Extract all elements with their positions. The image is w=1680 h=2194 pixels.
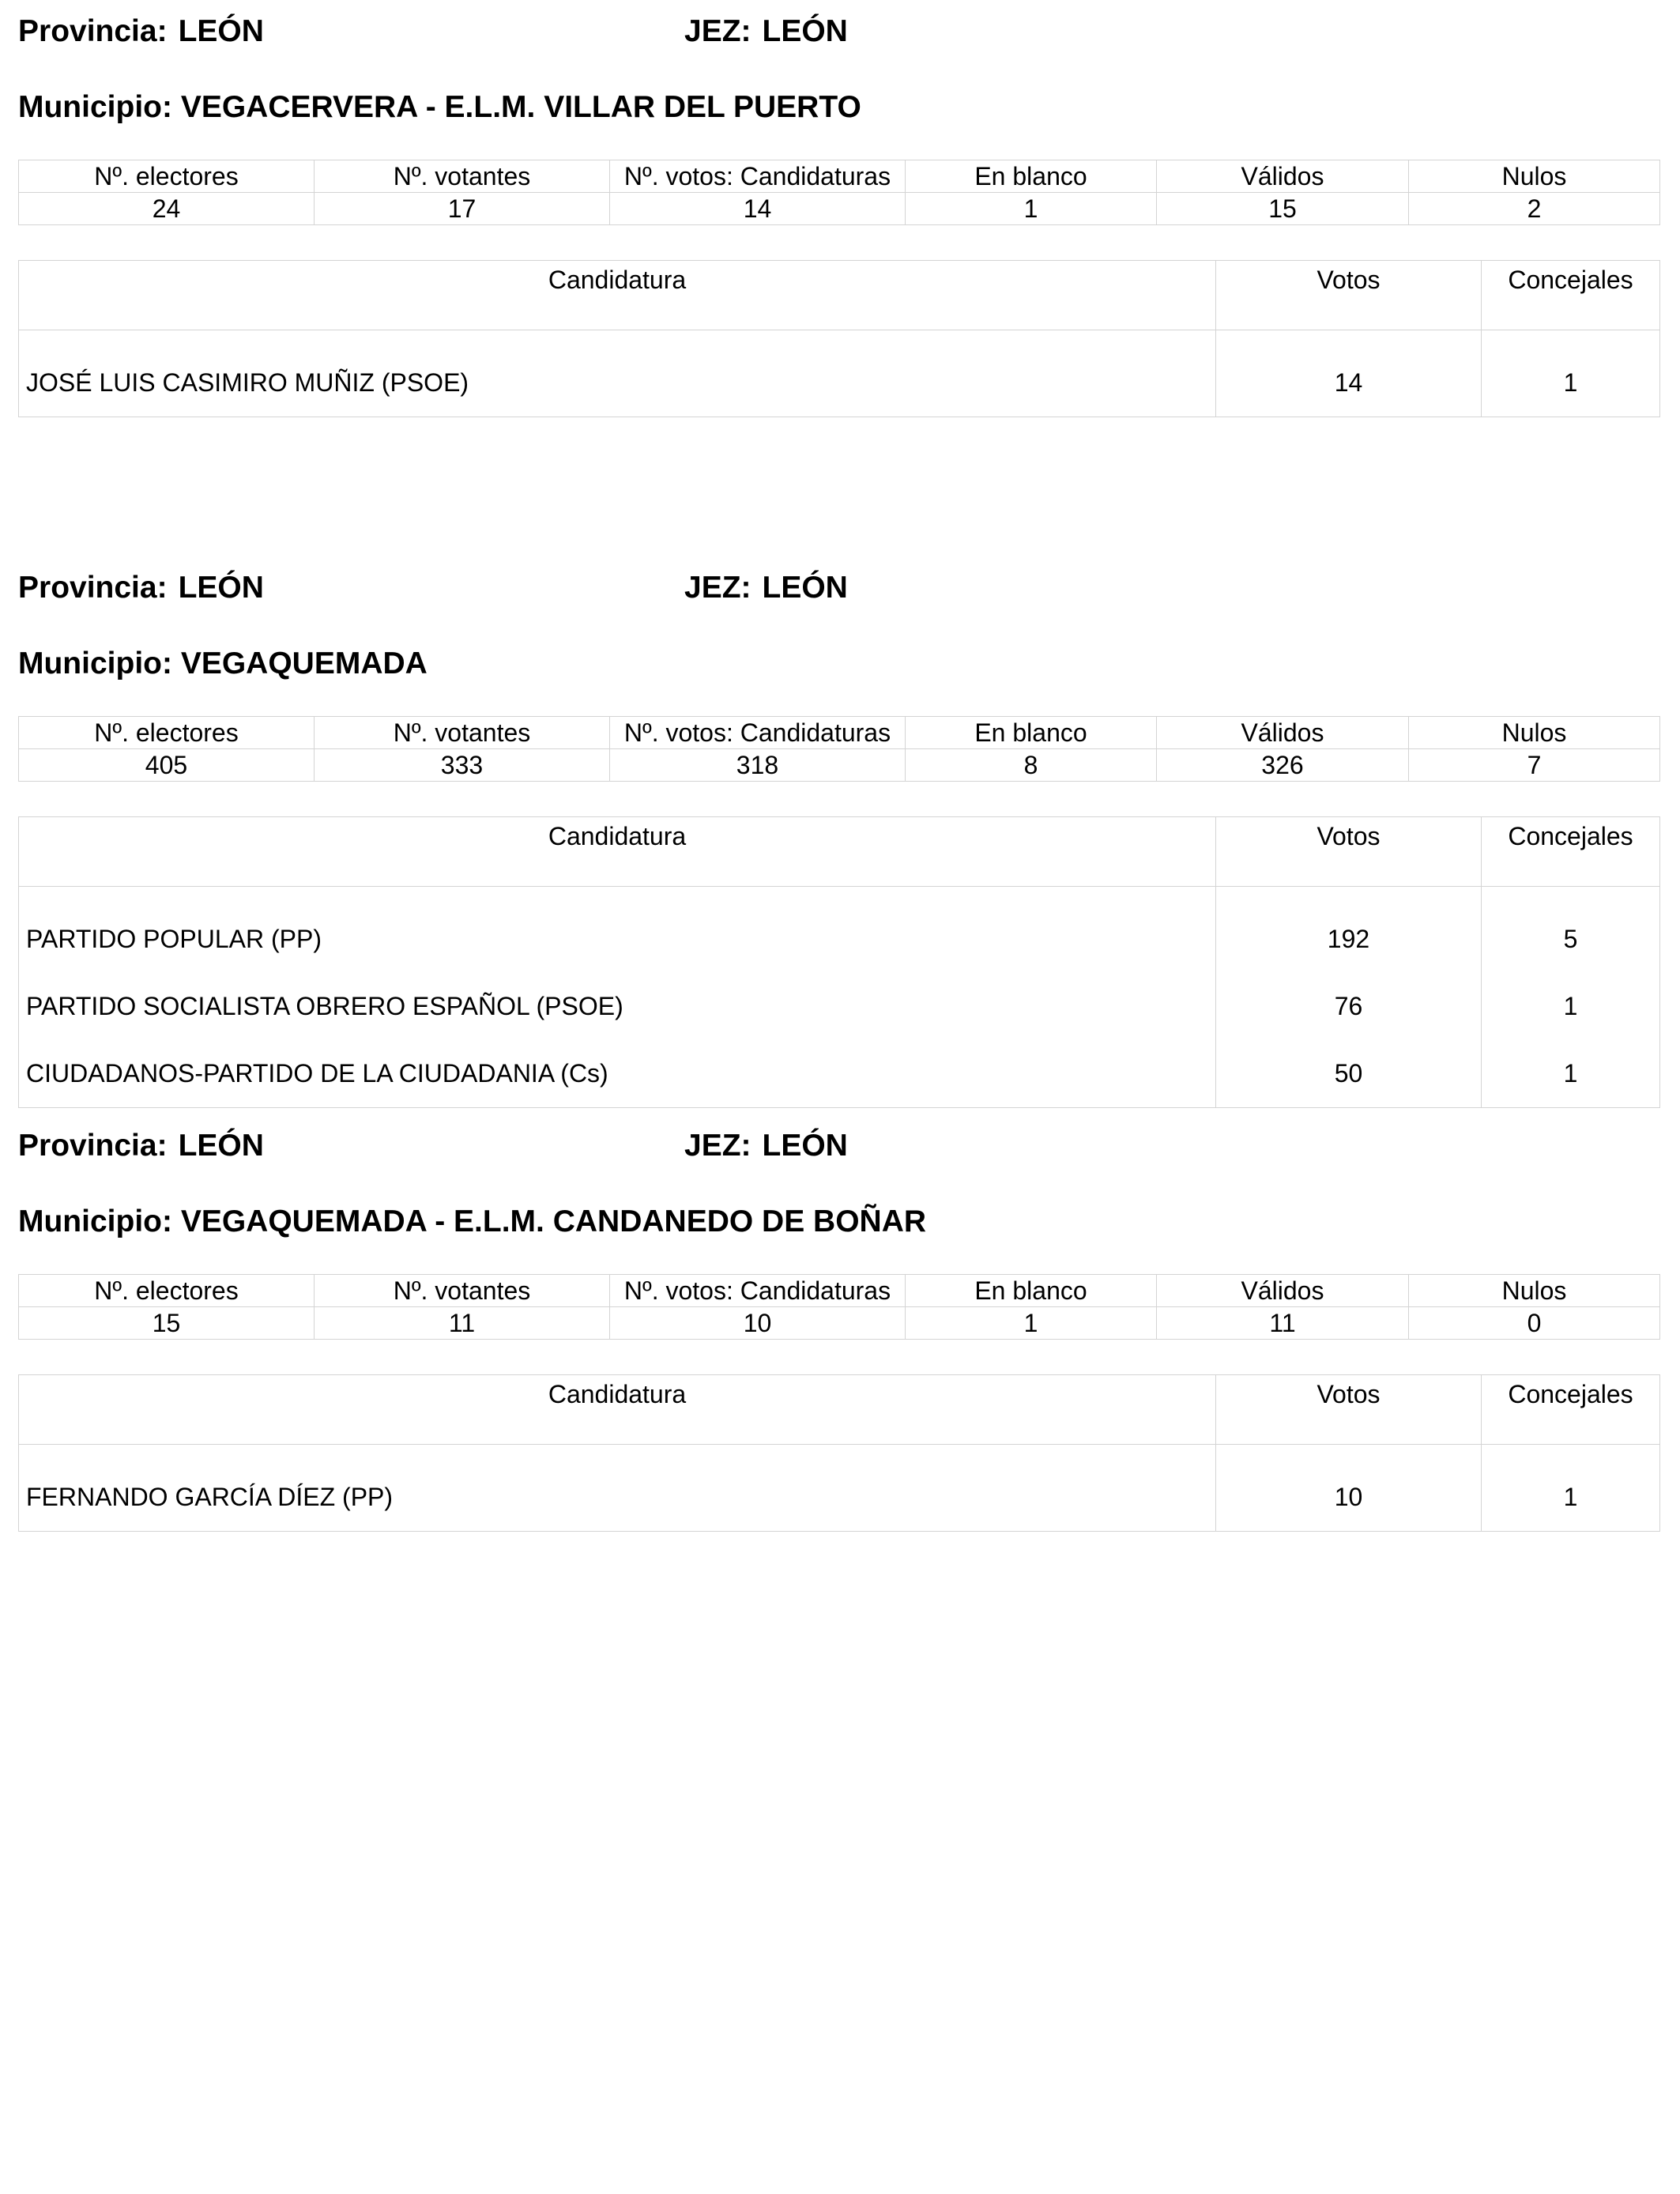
stats-header-votos-candidaturas: Nº. votos: Candidaturas [610, 160, 906, 193]
cand-votos: 10 [1216, 1445, 1482, 1532]
stats-value-row [19, 749, 1660, 782]
cand-name: CIUDADANOS-PARTIDO DE LA CIUDADANIA (Cs) [19, 1040, 1216, 1108]
stats-header-row [19, 717, 1660, 749]
provincia-value: LEÓN [178, 571, 264, 605]
stats-value-nulos: 7 [1409, 749, 1660, 782]
stats-header-nulos: Nulos [1409, 1275, 1660, 1307]
header-row [18, 571, 1659, 615]
cand-header-row [19, 261, 1660, 330]
stats-header-row [19, 160, 1660, 193]
stats-value-electores: 24 [19, 193, 315, 225]
cand-name: PARTIDO SOCIALISTA OBRERO ESPAÑOL (PSOE) [19, 973, 1216, 1040]
stats-value-en-blanco: 1 [906, 1307, 1157, 1340]
table-row [19, 1445, 1660, 1532]
stats-header-en-blanco: En blanco [906, 1275, 1157, 1307]
candidaturas-table [18, 1374, 1660, 1532]
header-row [18, 1129, 1659, 1173]
cand-header-concejales: Concejales [1482, 1375, 1660, 1445]
header-row [18, 14, 1659, 58]
cand-votos: 76 [1216, 973, 1482, 1040]
stats-value-validos: 11 [1157, 1307, 1409, 1340]
table-row [19, 1040, 1660, 1108]
stats-header-votantes: Nº. votantes [315, 1275, 610, 1307]
stats-value-en-blanco: 8 [906, 749, 1157, 782]
candidaturas-table [18, 260, 1660, 417]
cand-concejales: 1 [1482, 1445, 1660, 1532]
stats-value-row [19, 1307, 1660, 1340]
stats-value-nulos: 0 [1409, 1307, 1660, 1340]
stats-header-electores: Nº. electores [19, 717, 315, 749]
cand-header-row [19, 1375, 1660, 1445]
cand-header-concejales: Concejales [1482, 261, 1660, 330]
stats-value-en-blanco: 1 [906, 193, 1157, 225]
stats-value-validos: 326 [1157, 749, 1409, 782]
stats-value-row [19, 193, 1660, 225]
provincia-field: Provincia: LEÓN [18, 571, 264, 605]
stats-value-votos-candidaturas: 318 [610, 749, 906, 782]
stats-value-votantes: 333 [315, 749, 610, 782]
table-row [19, 330, 1660, 417]
result-block-3 [18, 1129, 1659, 1511]
jez-value: LEÓN [762, 571, 848, 605]
cand-votos: 14 [1216, 330, 1482, 417]
stats-header-votantes: Nº. votantes [315, 160, 610, 193]
stats-header-votos-candidaturas: Nº. votos: Candidaturas [610, 717, 906, 749]
municipio-title: Municipio: VEGAQUEMADA [18, 647, 428, 680]
result-block-1 [18, 14, 1659, 397]
cand-name: PARTIDO POPULAR (PP) [19, 887, 1216, 974]
stats-header-votantes: Nº. votantes [315, 717, 610, 749]
stats-header-en-blanco: En blanco [906, 717, 1157, 749]
stats-value-votos-candidaturas: 14 [610, 193, 906, 225]
stats-header-validos: Válidos [1157, 717, 1409, 749]
provincia-field: Provincia: LEÓN [18, 14, 264, 48]
cand-concejales: 1 [1482, 330, 1660, 417]
cand-header-candidatura: Candidatura [19, 261, 1216, 330]
cand-concejales: 5 [1482, 887, 1660, 974]
jez-field: JEZ: LEÓN [684, 571, 848, 605]
stats-header-electores: Nº. electores [19, 160, 315, 193]
cand-header-row [19, 817, 1660, 887]
table-row [19, 887, 1660, 974]
jez-field: JEZ: LEÓN [684, 14, 848, 48]
cand-header-concejales: Concejales [1482, 817, 1660, 887]
stats-table [18, 1274, 1660, 1340]
provincia-field: Provincia: LEÓN [18, 1129, 264, 1163]
table-row [19, 973, 1660, 1040]
cand-concejales: 1 [1482, 973, 1660, 1040]
result-block-2 [18, 571, 1659, 1088]
cand-votos: 50 [1216, 1040, 1482, 1108]
cand-header-votos: Votos [1216, 261, 1482, 330]
stats-header-validos: Válidos [1157, 1275, 1409, 1307]
jez-value: LEÓN [762, 14, 848, 48]
provincia-value: LEÓN [178, 1129, 264, 1163]
cand-header-candidatura: Candidatura [19, 817, 1216, 887]
stats-value-electores: 405 [19, 749, 315, 782]
stats-value-votantes: 11 [315, 1307, 610, 1340]
cand-header-votos: Votos [1216, 817, 1482, 887]
stats-header-electores: Nº. electores [19, 1275, 315, 1307]
cand-header-candidatura: Candidatura [19, 1375, 1216, 1445]
stats-table [18, 716, 1660, 782]
jez-field: JEZ: LEÓN [684, 1129, 848, 1163]
jez-value: LEÓN [762, 1129, 848, 1163]
stats-header-votos-candidaturas: Nº. votos: Candidaturas [610, 1275, 906, 1307]
stats-header-validos: Válidos [1157, 160, 1409, 193]
cand-votos: 192 [1216, 887, 1482, 974]
stats-value-validos: 15 [1157, 193, 1409, 225]
cand-name: FERNANDO GARCÍA DÍEZ (PP) [19, 1445, 1216, 1532]
municipio-title: Municipio: VEGAQUEMADA - E.L.M. CANDANEDO DE BOÑAR [18, 1204, 927, 1238]
cand-name: JOSÉ LUIS CASIMIRO MUÑIZ (PSOE) [19, 330, 1216, 417]
stats-header-row [19, 1275, 1660, 1307]
stats-header-nulos: Nulos [1409, 160, 1660, 193]
cand-header-votos: Votos [1216, 1375, 1482, 1445]
stats-table [18, 160, 1660, 225]
stats-header-nulos: Nulos [1409, 717, 1660, 749]
candidaturas-table [18, 816, 1660, 1108]
cand-concejales: 1 [1482, 1040, 1660, 1108]
stats-value-nulos: 2 [1409, 193, 1660, 225]
stats-value-electores: 15 [19, 1307, 315, 1340]
stats-value-votantes: 17 [315, 193, 610, 225]
municipio-title: Municipio: VEGACERVERA - E.L.M. VILLAR DEL PUERTO [18, 90, 861, 124]
provincia-value: LEÓN [178, 14, 264, 48]
stats-header-en-blanco: En blanco [906, 160, 1157, 193]
stats-value-votos-candidaturas: 10 [610, 1307, 906, 1340]
